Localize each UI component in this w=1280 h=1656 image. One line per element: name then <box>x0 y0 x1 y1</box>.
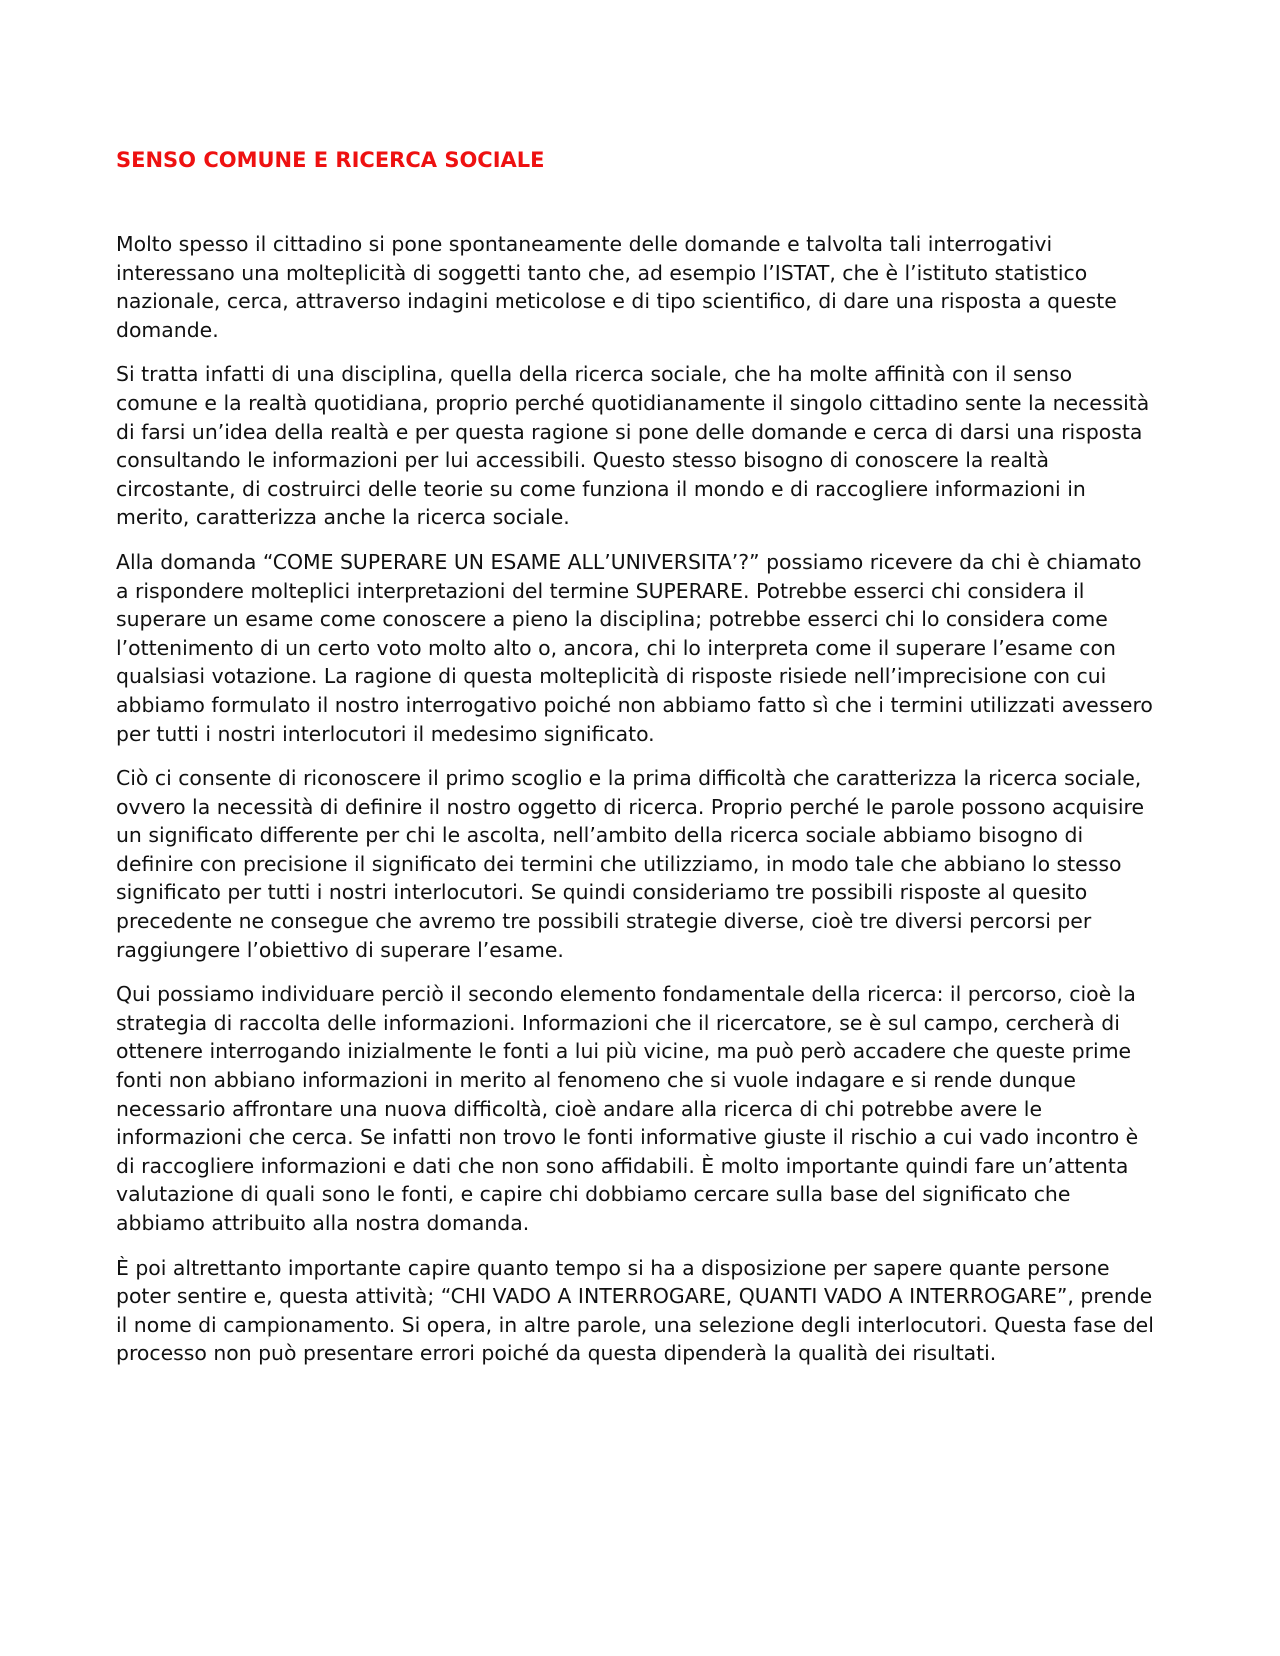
paragraph-5: Qui possiamo individuare perciò il secondo elemento fondamentale della ricerca: il percorso, cioè la strategia di raccolta delle informazioni. Informazioni che il ricercatore, se è sul campo, cercherà di ottenere interrogando inizialmente le fonti a lui più vicine, ma può però accadere che queste prime fonti non abbiano informazioni in merito al fenomeno che si vuole indagare e si rende dunque necessario affrontare una nuova difficoltà, cioè andare alla ricerca di chi potrebbe avere le informazioni che cerca. Se infatti non trovo le fonti informative giuste il rischio a cui vado incontro è di raccogliere informazioni e dati che non sono affidabili. È molto importante quindi fare un’attenta valutazione di quali sono le fonti, e capire chi dobbiamo cercare sulla base del significato che abbiamo attribuito alla nostra domanda. <box>116 982 1139 1235</box>
paragraph-6: È poi altrettanto importante capire quanto tempo si ha a disposizione per sapere quante persone poter sentire e, questa attività; “CHI VADO A INTERROGARE, QUANTI VADO A INTERROGARE”, prende il nome di campionamento. Si opera, in altre parole, una selezione degli interlocutori. Questa fase del processo non può presentare errori poiché da questa dipenderà la qualità dei risultati. <box>116 1255 1154 1366</box>
paragraph-4: Ciò ci consente di riconoscere il primo scoglio e la prima difficoltà che caratterizza la ricerca sociale, ovvero la necessità di definire il nostro oggetto di ricerca. Proprio perché le parole possono acquisire un significato differente per chi le ascolta, nell’ambito della ricerca sociale abbiamo bisogno di definire con precisione il significato dei termini che utilizziamo, in modo tale che abbiano lo stesso significato per tutti i nostri interlocutori. Se quindi consideriamo tre possibili risposte al quesito precedente ne consegue che avremo tre possibili strategie diverse, cioè tre diversi percorsi per raggiungere l’obiettivo di superare l’esame. <box>116 766 1144 962</box>
paragraph-2: Si tratta infatti di una disciplina, quella della ricerca sociale, che ha molte affinità con il senso comune e la realtà quotidiana, proprio perché quotidianamente il singolo cittadino sente la necessità di farsi un’idea della realtà e per questa ragione si pone delle domande e cerca di darsi una risposta consultando le informazioni per lui accessibili. Questo stesso bisogno di conoscere la realtà circostante, di costruirci delle teorie su come funziona il mondo e di raccogliere informazioni in merito, caratterizza anche la ricerca sociale. <box>116 362 1150 530</box>
document-body <box>116 146 1160 1384</box>
page-title: SENSO COMUNE E RICERCA SOCIALE <box>116 148 545 172</box>
paragraph-1: Molto spesso il cittadino si pone spontaneamente delle domande e talvolta tali interrogativi interessano una molteplicità di soggetti tanto che, ad esempio l’ISTAT, che è l’istituto statistico nazionale, cerca, attraverso indagini meticolose e di tipo scientifico, di dare una risposta a queste domande. <box>116 232 1117 342</box>
paragraph-3: Alla domanda “COME SUPERARE UN ESAME ALL’UNIVERSITA’?” possiamo ricevere da chi è chiamato a rispondere molteplici interpretazioni del termine SUPERARE. Potrebbe esserci chi considera il superare un esame come conoscere a pieno la disciplina; potrebbe esserci chi lo considera come l’ottenimento di un certo voto molto alto o, ancora, chi lo interpreta come il superare l’esame con qualsiasi votazione. La ragione di questa molteplicità di risposte risiede nell’imprecisione con cui abbiamo formulato il nostro interrogativo poiché non abbiamo fatto sì che i termini utilizzati avessero per tutti i nostri interlocutori il medesimo significato. <box>116 549 1153 746</box>
